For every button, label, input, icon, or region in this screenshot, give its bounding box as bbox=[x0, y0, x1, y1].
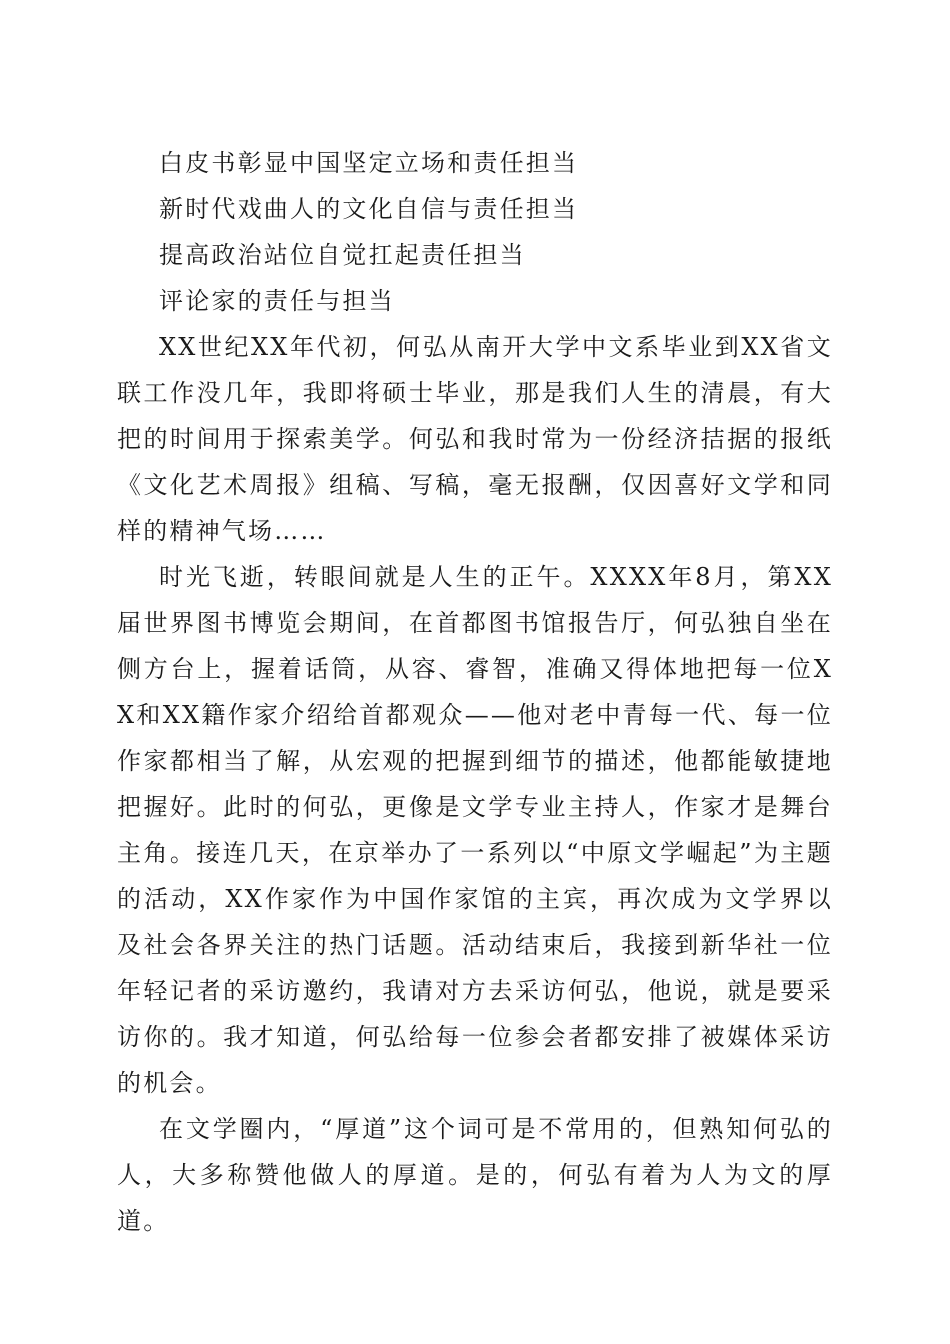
paragraph-1: XX世纪XX年代初，何弘从南开大学中文系毕业到XX省文联工作没几年，我即将硕士毕业，那是我们人生的清晨，有大把的时间用于探索美学。何弘和我时常为一份经济拮据的报纸《文化艺术周报》组稿、写稿，毫无报酬，仅因喜好文学和同样的精神气场…… bbox=[117, 333, 833, 545]
headline-line-1: 白皮书彰显中国坚定立场和责任担当 bbox=[159, 149, 579, 177]
document-body bbox=[117, 140, 833, 1244]
paragraph-2: 时光飞逝，转眼间就是人生的正午。XXXX年8月，第XX届世界图书博览会期间，在首都图书馆报告厅，何弘独自坐在侧方台上，握着话筒，从容、睿智，准确又得体地把每一位XX和XX籍作家介绍给首都观众——他对老中青每一代、每一位作家都相当了解，从宏观的把握到细节的描述，他都能敏捷地把握好。此时的何弘，更像是文学专业主持人，作家才是舞台主角。接连几天，在京举办了一系列以“中原文学崛起”为主题的活动，XX作家作为中国作家馆的主宾，再次成为文学界以及社会各界关注的热门话题。活动结束后，我接到新华社一位年轻记者的采访邀约，我请对方去采访何弘，他说，就是要采访你的。我才知道，何弘给每一位参会者都安排了被媒体采访的机会。 bbox=[117, 563, 833, 1097]
paragraph-3: 在文学圈内，“厚道”这个词可是不常用的，但熟知何弘的人，大多称赞他做人的厚道。是的，何弘有着为人为文的厚道。 bbox=[117, 1115, 833, 1235]
headline-line-3: 提高政治站位自觉扛起责任担当 bbox=[159, 241, 526, 269]
headline-line-4: 评论家的责任与担当 bbox=[159, 287, 395, 315]
headline-line-2: 新时代戏曲人的文化自信与责任担当 bbox=[159, 195, 579, 223]
